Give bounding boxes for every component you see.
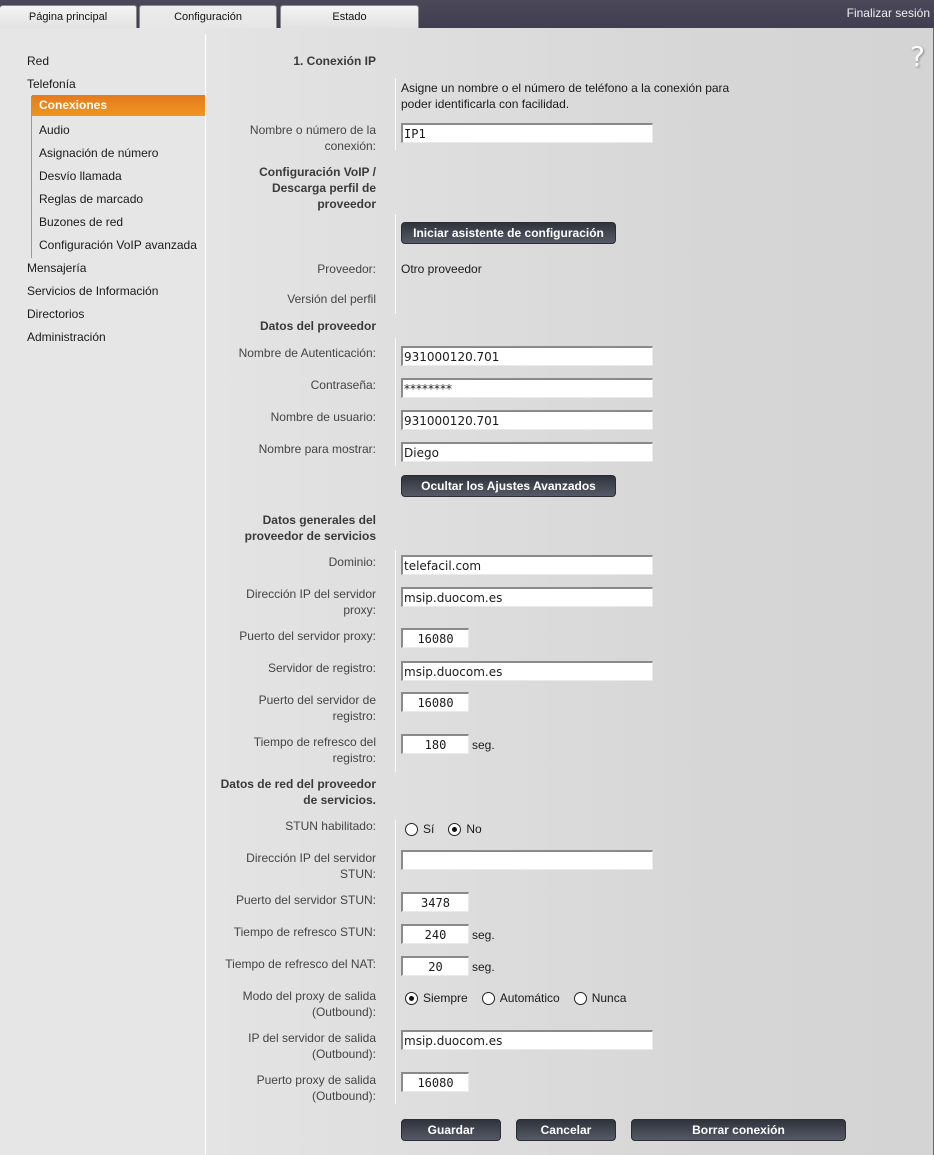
domain-input[interactable] [401, 555, 653, 575]
stun-refresh-unit: seg. [472, 928, 495, 942]
stun-enabled-radio-group [405, 822, 496, 836]
auth-name-label: Nombre de Autenticación: [238, 346, 376, 360]
registrar-refresh-unit: seg. [472, 738, 495, 752]
outbound-always-label: Siempre [423, 991, 468, 1005]
connection-name-label: Nombre o número de la conexión: [249, 123, 376, 153]
stun-yes-label: Sí [423, 822, 435, 836]
tab-settings[interactable]: Configuración [139, 5, 277, 29]
delete-connection-button[interactable]: Borrar conexión [631, 1119, 846, 1141]
display-name-input[interactable] [401, 442, 653, 462]
username-label: Nombre de usuario: [270, 410, 376, 424]
display-name-label: Nombre para mostrar: [258, 442, 376, 456]
outbound-port-label: Puerto proxy de salida (Outbound): [256, 1073, 376, 1103]
registrar-port-label: Puerto del servidor de registro: [258, 693, 376, 723]
auth-name-input[interactable] [401, 346, 653, 366]
sidebar-item-network[interactable]: Red [27, 54, 50, 68]
section-provider-data: Datos del proveedor [259, 319, 376, 333]
outbound-auto-radio[interactable] [482, 992, 495, 1005]
sidebar-item-network-mailboxes[interactable]: Buzones de red [39, 215, 124, 229]
proxy-port-input[interactable] [401, 628, 469, 648]
sidebar-item-call-divert[interactable]: Desvío llamada [39, 169, 122, 183]
column-divider [395, 550, 396, 772]
nat-refresh-input[interactable] [401, 956, 469, 976]
main-content [206, 28, 934, 1155]
proxy-port-label: Puerto del servidor proxy: [239, 629, 376, 643]
logout-link[interactable]: Finalizar sesión [846, 6, 930, 20]
outbound-never-radio[interactable] [574, 992, 587, 1005]
outbound-always-radio[interactable] [405, 992, 418, 1005]
password-input[interactable] [401, 378, 653, 398]
proxy-ip-label: Dirección IP del servidor proxy: [246, 587, 376, 617]
intro-text: Asigne un nombre o el número de teléfono a la conexión para poder identificarla con facilidad. [401, 81, 730, 111]
profile-version-label: Versión del perfil [287, 292, 376, 306]
stun-enabled-label: STUN habilitado: [285, 819, 376, 833]
sidebar-item-messaging[interactable]: Mensajería [27, 261, 87, 275]
start-wizard-button[interactable]: Iniciar asistente de configuración [401, 222, 616, 244]
stun-refresh-input[interactable] [401, 924, 469, 944]
outbound-auto-label: Automático [499, 991, 560, 1005]
section-general-provider-data: Datos generales del proveedor de servicios [244, 513, 376, 543]
outbound-mode-label: Modo del proxy de salida (Outbound): [242, 989, 376, 1019]
sidebar-item-audio[interactable]: Audio [39, 123, 70, 137]
tab-home[interactable]: Página principal [0, 5, 137, 28]
sidebar-item-administration[interactable]: Administración [27, 330, 106, 344]
sidebar-item-dialling-rules[interactable]: Reglas de marcado [39, 192, 144, 206]
domain-label: Dominio: [328, 555, 376, 569]
registrar-refresh-input[interactable] [401, 734, 469, 754]
section-network-data: Datos de red del proveedor de servicios. [220, 777, 376, 807]
sidebar-item-connections[interactable]: Conexiones [32, 95, 211, 116]
nat-refresh-label: Tiempo de refresco del NAT: [225, 957, 376, 971]
column-divider [395, 78, 396, 150]
submenu-border [31, 96, 32, 258]
registrar-label: Servidor de registro: [267, 661, 376, 675]
stun-ip-label: Dirección IP del servidor STUN: [246, 851, 376, 881]
password-label: Contraseña: [310, 378, 376, 392]
save-button[interactable]: Guardar [401, 1119, 501, 1141]
column-divider [395, 338, 396, 466]
top-navigation-bar [0, 0, 934, 28]
outbound-mode-radio-group [405, 991, 640, 1005]
sidebar-item-telephony[interactable]: Telefonía [27, 77, 76, 91]
nat-refresh-unit: seg. [472, 960, 495, 974]
outbound-ip-input[interactable] [401, 1030, 653, 1050]
stun-port-label: Puerto del servidor STUN: [235, 893, 376, 907]
sidebar-item-number-assignment[interactable]: Asignación de número [39, 146, 159, 160]
sidebar-item-directories[interactable]: Directorios [27, 307, 85, 321]
stun-refresh-label: Tiempo de refresco STUN: [233, 925, 376, 939]
section-voip-config: Configuración VoIP / Descarga perfil de proveedor [259, 165, 376, 211]
stun-no-label: No [466, 822, 482, 836]
stun-no-radio[interactable] [448, 823, 461, 836]
username-input[interactable] [401, 410, 653, 430]
sidebar [0, 28, 205, 1155]
registrar-port-input[interactable] [401, 692, 469, 712]
column-divider [395, 214, 396, 314]
column-divider [395, 820, 396, 1104]
sidebar-item-advanced-voip[interactable]: Configuración VoIP avanzada [39, 238, 197, 252]
provider-label: Proveedor: [317, 262, 376, 276]
help-icon[interactable]: ? [910, 40, 925, 73]
tab-status[interactable]: Estado [280, 5, 419, 28]
stun-yes-radio[interactable] [405, 823, 418, 836]
stun-ip-input[interactable] [401, 850, 653, 870]
connection-name-input[interactable] [401, 123, 653, 143]
cancel-button[interactable]: Cancelar [516, 1119, 616, 1141]
stun-port-input[interactable] [401, 892, 469, 912]
outbound-port-input[interactable] [401, 1072, 469, 1092]
provider-value: Otro proveedor [401, 262, 482, 276]
proxy-ip-input[interactable] [401, 587, 653, 607]
outbound-ip-label: IP del servidor de salida (Outbound): [248, 1031, 376, 1061]
section-title-ip-connection: 1. Conexión IP [293, 54, 376, 68]
registrar-input[interactable] [401, 661, 653, 681]
registrar-refresh-label: Tiempo de refresco del registro: [253, 735, 376, 765]
outbound-never-label: Nunca [591, 991, 627, 1005]
hide-advanced-button[interactable]: Ocultar los Ajustes Avanzados [401, 475, 616, 497]
sidebar-item-info-services[interactable]: Servicios de Información [27, 284, 159, 298]
